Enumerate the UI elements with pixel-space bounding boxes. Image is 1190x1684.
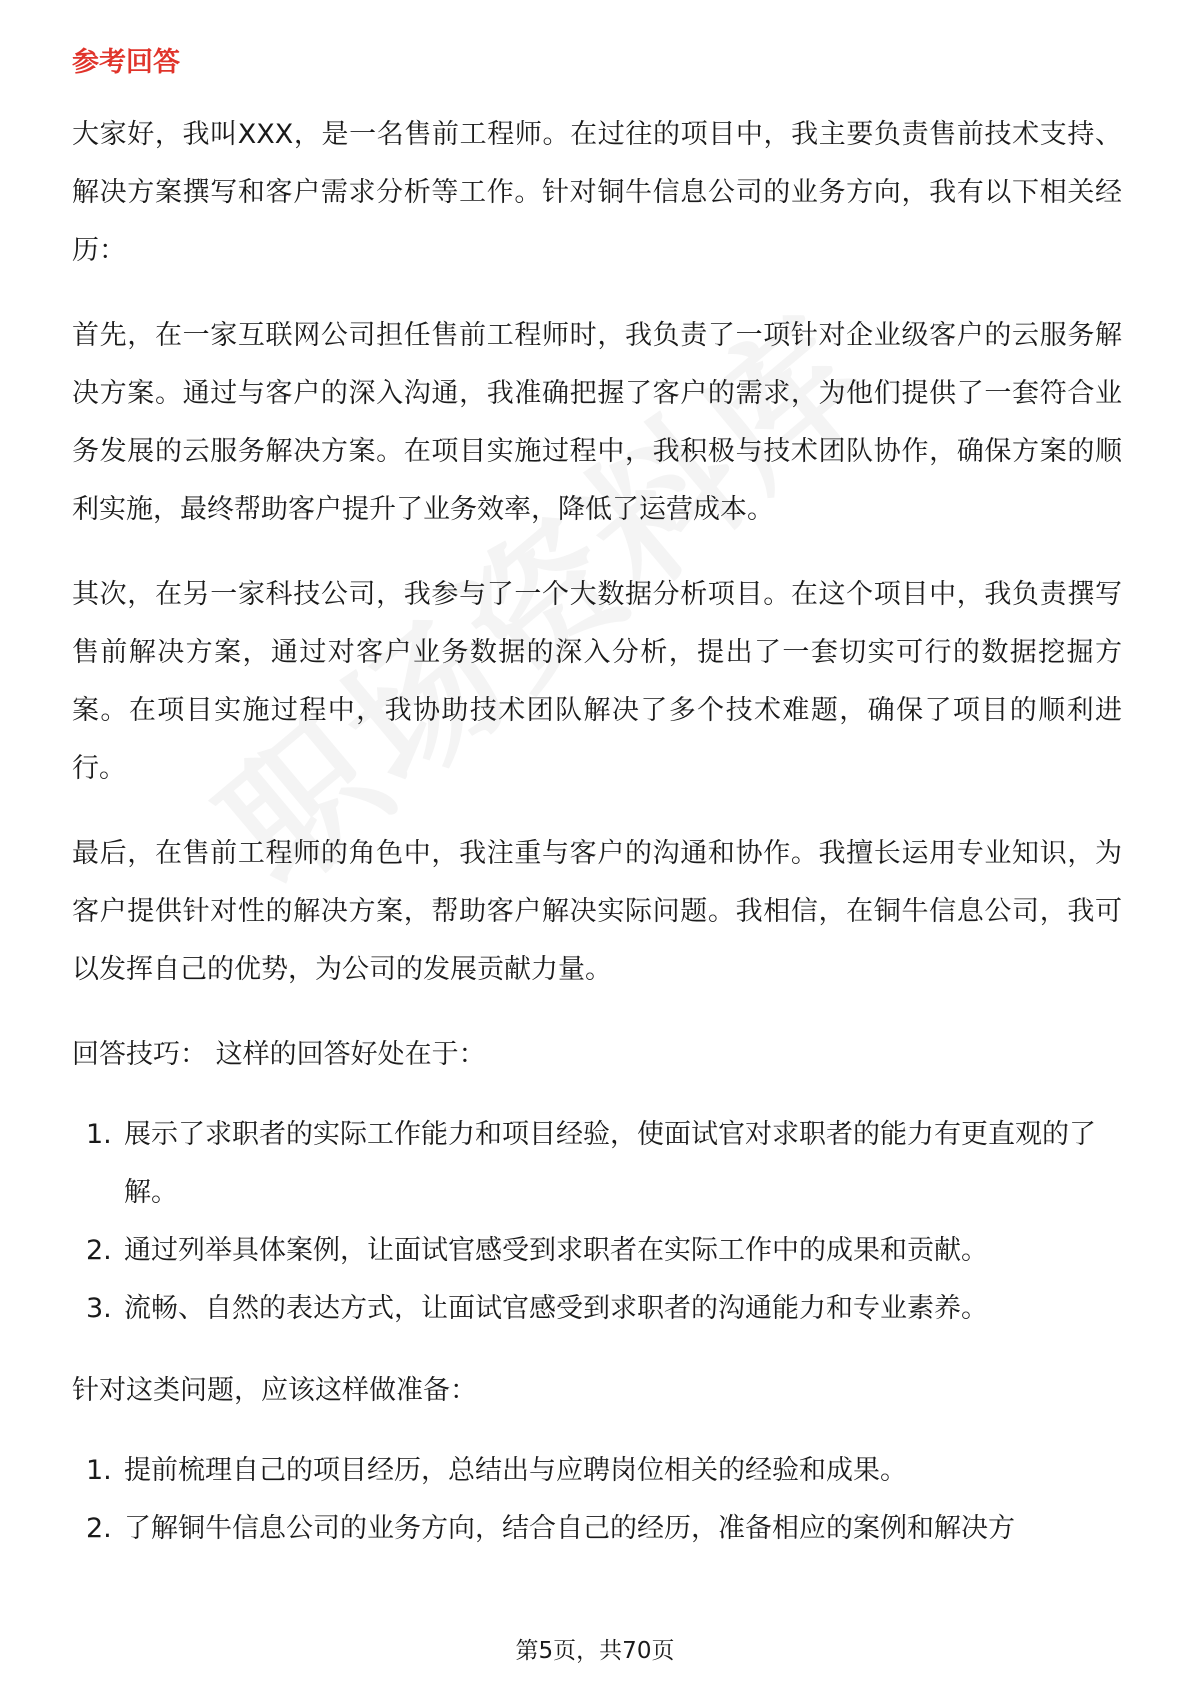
- list-number: 1.: [86, 1455, 112, 1486]
- list-number: 2.: [86, 1513, 112, 1544]
- list-text: 提前梳理自己的项目经历，总结出与应聘岗位相关的经验和成果。: [124, 1455, 907, 1486]
- list-text: 了解铜牛信息公司的业务方向，结合自己的经历，准备相应的案例和解决方: [124, 1513, 1015, 1544]
- preparation-list: [72, 1442, 1122, 1558]
- paragraph-intro: 大家好，我叫XXX，是一名售前工程师。在过往的项目中，我主要负责售前技术支持、解决方案撰写和客户需求分析等工作。针对铜牛信息公司的业务方向，我有以下相关经历：: [72, 119, 1122, 266]
- list-item: [72, 1280, 1122, 1338]
- list-item: [72, 1106, 1122, 1222]
- list-number: 3.: [86, 1293, 112, 1324]
- paragraph-second: 其次，在另一家科技公司，我参与了一个大数据分析项目。在这个项目中，我负责撰写售前解决方案，通过对客户业务数据的深入分析，提出了一套切实可行的数据挖掘方案。在项目实施过程中，我协助技术团队解决了多个技术难题，确保了项目的顺利进行。: [72, 579, 1122, 784]
- tips-heading: 回答技巧： 这样的回答好处在于：: [72, 1039, 486, 1070]
- section-title: 参考回答: [72, 47, 180, 78]
- tips-list: [72, 1106, 1122, 1338]
- list-item: [72, 1222, 1122, 1280]
- list-item: [72, 1442, 1122, 1500]
- document-body: [72, 44, 1122, 1582]
- preparation-heading: 针对这类问题，应该这样做准备：: [72, 1375, 477, 1406]
- list-item: [72, 1500, 1122, 1558]
- paragraph-last: 最后，在售前工程师的角色中，我注重与客户的沟通和协作。我擅长运用专业知识，为客户提供针对性的解决方案，帮助客户解决实际问题。我相信，在铜牛信息公司，我可以发挥自己的优势，为公司的发展贡献力量。: [72, 838, 1122, 985]
- list-text: 展示了求职者的实际工作能力和项目经验，使面试官对求职者的能力有更直观的了解。: [124, 1119, 1096, 1208]
- page-footer: 第5页，共70页: [515, 1638, 675, 1664]
- paragraph-first: 首先，在一家互联网公司担任售前工程师时，我负责了一项针对企业级客户的云服务解决方案。通过与客户的深入沟通，我准确把握了客户的需求，为他们提供了一套符合业务发展的云服务解决方案。在项目实施过程中，我积极与技术团队协作，确保方案的顺利实施，最终帮助客户提升了业务效率，降低了运营成本。: [72, 320, 1122, 525]
- list-number: 2.: [86, 1235, 112, 1266]
- list-text: 通过列举具体案例，让面试官感受到求职者在实际工作中的成果和贡献。: [124, 1235, 988, 1266]
- list-text: 流畅、自然的表达方式，让面试官感受到求职者的沟通能力和专业素养。: [124, 1293, 988, 1324]
- list-number: 1.: [86, 1119, 112, 1150]
